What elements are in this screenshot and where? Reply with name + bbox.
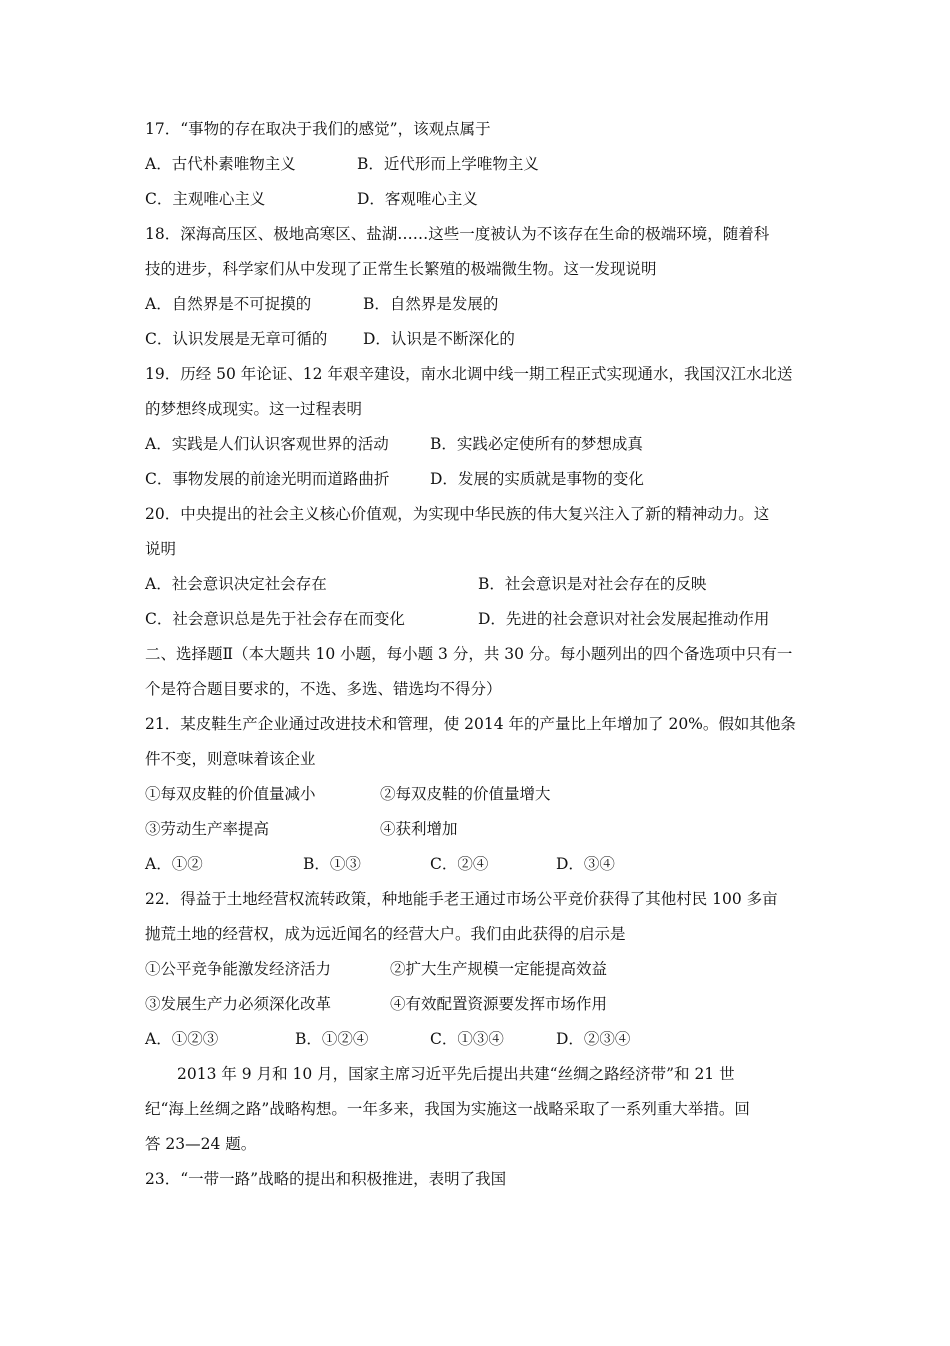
q21-items-row1 bbox=[145, 777, 815, 812]
q22-option-a: A．①②③ bbox=[145, 1030, 219, 1048]
q22-stem-line2: 抛荒土地的经营权，成为远近闻名的经营大户。我们由此获得的启示是 bbox=[145, 925, 626, 943]
q21-items-row2 bbox=[145, 812, 815, 847]
passage-line3: 答 23—24 题。 bbox=[145, 1135, 257, 1153]
q21-option-d: D．③④ bbox=[556, 855, 615, 873]
q17-options-row2 bbox=[145, 182, 815, 217]
q17-option-d: D．客观唯心主义 bbox=[357, 190, 478, 208]
q18-option-c: C．认识发展是无章可循的 bbox=[145, 330, 328, 348]
q20-option-a: A．社会意识决定社会存在 bbox=[145, 575, 327, 593]
passage-line1: 2013 年 9 月和 10 月，国家主席习近平先后提出共建“丝绸之路经济带”和 21 世 bbox=[177, 1065, 735, 1083]
q22-items-row2 bbox=[145, 987, 815, 1022]
q21-item-4: ④获利增加 bbox=[380, 820, 458, 838]
q18-stem-line1: 18．深海高压区、极地高寒区、盐湖……这些一度被认为不该存在生命的极端环境，随着科 bbox=[145, 225, 770, 243]
q18-stem-line2: 技的进步，科学家们从中发现了正常生长繁殖的极端微生物。这一发现说明 bbox=[145, 260, 657, 278]
q22-stem-line1: 22．得益于土地经营权流转政策，种地能手老王通过市场公平竞价获得了其他村民 100 多亩 bbox=[145, 890, 778, 908]
q17-option-a: A．古代朴素唯物主义 bbox=[145, 155, 296, 173]
exam-page bbox=[145, 112, 815, 1197]
section2-heading-line1: 二、选择题Ⅱ（本大题共 10 小题，每小题 3 分，共 30 分。每小题列出的四个备选项中只有一 bbox=[145, 645, 793, 663]
q21-item-3: ③劳动生产率提高 bbox=[145, 820, 270, 838]
q21-option-a: A．①② bbox=[145, 855, 203, 873]
q20-options-row2 bbox=[145, 602, 815, 637]
q21-option-c: C．②④ bbox=[430, 855, 489, 873]
q19-options-row2 bbox=[145, 462, 815, 497]
q17-option-b: B．近代形而上学唯物主义 bbox=[357, 155, 539, 173]
q19-stem-line2: 的梦想终成现实。这一过程表明 bbox=[145, 400, 363, 418]
q19-stem-line1: 19．历经 50 年论证、12 年艰辛建设，南水北调中线一期工程正式实现通水，我国汉江水北送 bbox=[145, 365, 793, 383]
q21-options-row bbox=[145, 847, 815, 882]
q22-item-2: ②扩大生产规模一定能提高效益 bbox=[390, 960, 608, 978]
q22-option-b: B．①②④ bbox=[295, 1030, 369, 1048]
q19-options-row1 bbox=[145, 427, 815, 462]
q19-option-c: C．事物发展的前途光明而道路曲折 bbox=[145, 470, 390, 488]
q18-options-row1 bbox=[145, 287, 815, 322]
q20-options-row1 bbox=[145, 567, 815, 602]
q22-items-row1 bbox=[145, 952, 815, 987]
q20-option-d: D．先进的社会意识对社会发展起推动作用 bbox=[478, 610, 770, 628]
q19-option-d: D．发展的实质就是事物的变化 bbox=[430, 470, 644, 488]
q20-stem-line1: 20．中央提出的社会主义核心价值观，为实现中华民族的伟大复兴注入了新的精神动力。这 bbox=[145, 505, 770, 523]
q17-stem: 17．“事物的存在取决于我们的感觉”，该观点属于 bbox=[145, 120, 491, 138]
q20-option-c: C．社会意识总是先于社会存在而变化 bbox=[145, 610, 405, 628]
q21-stem-line1: 21．某皮鞋生产企业通过改进技术和管理，使 2014 年的产量比上年增加了 20%。假如其他条 bbox=[145, 715, 796, 733]
q21-stem-line2: 件不变，则意味着该企业 bbox=[145, 750, 316, 768]
q22-options-row bbox=[145, 1022, 815, 1057]
q17-options-row1 bbox=[145, 147, 815, 182]
q19-option-a: A．实践是人们认识客观世界的活动 bbox=[145, 435, 389, 453]
q21-item-1: ①每双皮鞋的价值量减小 bbox=[145, 785, 316, 803]
q18-option-d: D．认识是不断深化的 bbox=[363, 330, 515, 348]
section2-heading-line2: 个是符合题目要求的，不选、多选、错选均不得分） bbox=[145, 680, 502, 698]
q18-option-b: B．自然界是发展的 bbox=[363, 295, 499, 313]
q20-option-b: B．社会意识是对社会存在的反映 bbox=[478, 575, 707, 593]
q22-option-c: C．①③④ bbox=[430, 1030, 504, 1048]
q22-option-d: D．②③④ bbox=[556, 1030, 631, 1048]
q20-stem-line2: 说明 bbox=[145, 540, 177, 558]
q18-options-row2 bbox=[145, 322, 815, 357]
q22-item-4: ④有效配置资源要发挥市场作用 bbox=[390, 995, 608, 1013]
q23-stem: 23．“一带一路”战略的提出和积极推进，表明了我国 bbox=[145, 1170, 507, 1188]
q18-option-a: A．自然界是不可捉摸的 bbox=[145, 295, 312, 313]
q19-option-b: B．实践必定使所有的梦想成真 bbox=[430, 435, 643, 453]
q21-item-2: ②每双皮鞋的价值量增大 bbox=[380, 785, 551, 803]
passage-line2: 纪“海上丝绸之路”战略构想。一年多来，我国为实施这一战略采取了一系列重大举措。回 bbox=[145, 1100, 750, 1118]
q22-item-1: ①公平竞争能激发经济活力 bbox=[145, 960, 332, 978]
q21-option-b: B．①③ bbox=[303, 855, 361, 873]
q22-item-3: ③发展生产力必须深化改革 bbox=[145, 995, 332, 1013]
q17-option-c: C．主观唯心主义 bbox=[145, 190, 266, 208]
